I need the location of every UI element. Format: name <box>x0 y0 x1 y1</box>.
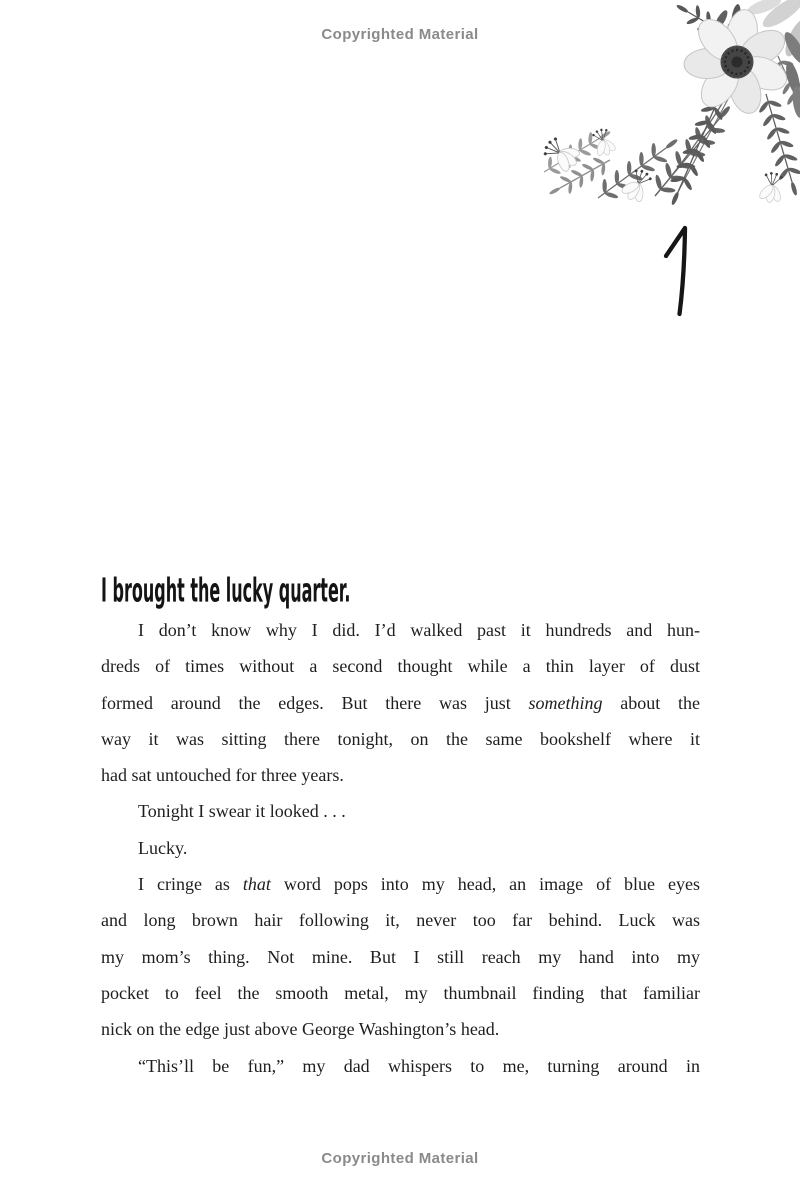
text-line: way it was sitting there tonight, on the same bookshelf where it <box>101 728 700 749</box>
copyright-notice-top: Copyrighted Material <box>321 26 479 43</box>
text-line: formed around the edges. But there was just something about the <box>101 692 700 713</box>
chapter-number <box>650 215 710 325</box>
text-line: my mom’s thing. Not mine. But I still reach my hand into my <box>101 946 700 967</box>
chapter-opening-line: I brought the lucky quarter. <box>101 570 351 610</box>
body-text <box>101 612 700 1084</box>
text-line: and long brown hair following it, never too far behind. Luck was <box>101 910 700 931</box>
text-line: I cringe as that word pops into my head, an image of blue eyes <box>138 874 700 895</box>
text-line: dreds of times without a second thought while a thin layer of dust <box>101 656 700 677</box>
text-line: nick on the edge just above George Washington’s head. <box>101 1019 500 1040</box>
text-line: pocket to feel the smooth metal, my thumbnail finding that familiar <box>101 982 700 1003</box>
text-line: “This’ll be fun,” my dad whispers to me, turning around in <box>138 1055 700 1076</box>
text-line: I don’t know why I did. I’d walked past it hundreds and hun- <box>138 620 700 640</box>
foliage-leaves <box>544 0 800 206</box>
flower-buds <box>540 126 787 206</box>
floral-decoration-icon <box>540 0 800 210</box>
text-line: had sat untouched for three years. <box>101 765 344 786</box>
text-line: Lucky. <box>138 837 188 858</box>
copyright-notice-bottom: Copyrighted Material <box>321 1150 479 1167</box>
text-line: Tonight I swear it looked . . . <box>138 801 346 822</box>
